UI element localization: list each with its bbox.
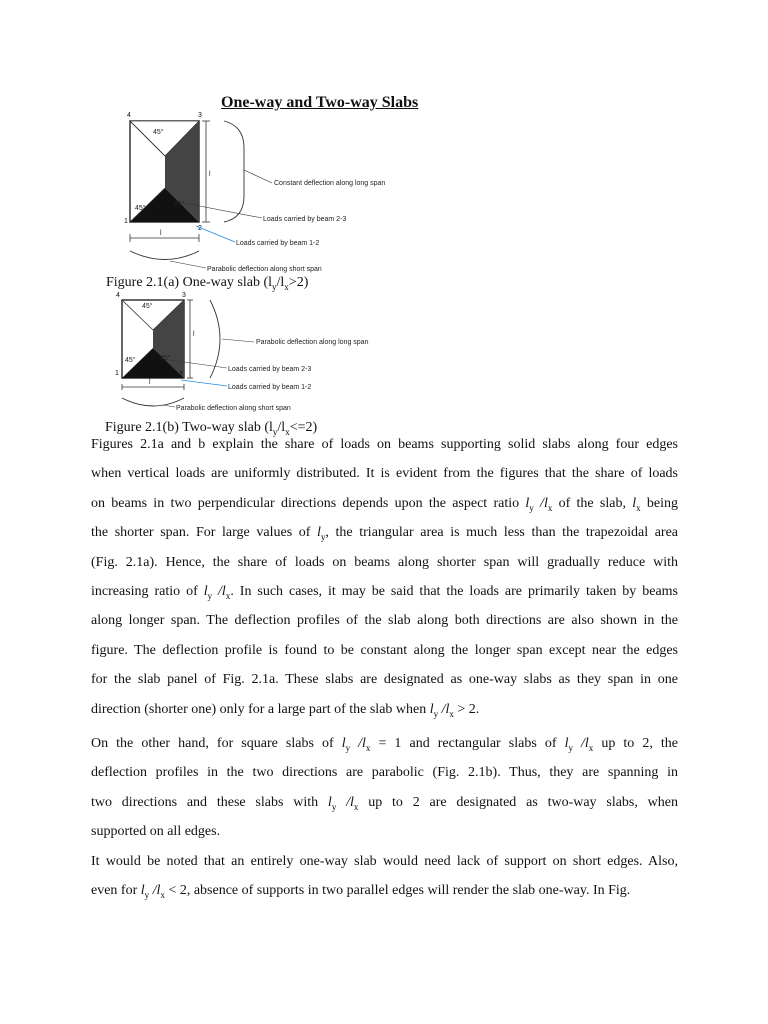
text-line: along longer span. The deflection profiles of the slab along both directions are also shown in the: [91, 613, 678, 629]
text-line: supported on all edges.: [91, 824, 221, 840]
text-segment: on beams in two perpendicular directions depends upon the aspect ratio: [91, 495, 526, 511]
corner-label-3: 3: [198, 112, 202, 119]
math-variable: /l: [149, 883, 161, 899]
math-variable: /l: [533, 495, 548, 511]
caption-text: /l: [277, 420, 286, 435]
caption-text: Figure 2.1(b) Two-way slab (l: [105, 420, 273, 435]
paragraph-2: [91, 729, 678, 847]
math-variable: l: [327, 794, 332, 810]
caption-sub: y: [272, 426, 278, 437]
text-line: [91, 695, 678, 724]
math-subscript: x: [588, 742, 594, 753]
short-span-deflection-curve: [122, 398, 184, 406]
slab-panel-b: [122, 300, 184, 378]
text-segment: up to 2, the: [593, 736, 679, 751]
math-subscript: y: [144, 890, 150, 901]
corner-label-3: 3: [182, 292, 186, 299]
text-segment: , the triangular area is much less than the trapezoidal area: [325, 525, 679, 541]
text-line: for the slab panel of Fig. 2.1a. These slabs are designated as one-way slabs as they span in one: [91, 672, 678, 688]
text-segment: > 2.: [453, 701, 480, 717]
text-segment: being: [640, 495, 679, 511]
caption-sub: x: [285, 426, 290, 437]
text-segment: up to 2 are designated as two-way slabs, when: [358, 794, 678, 810]
angle-label: 45°: [153, 129, 164, 136]
math-variable: /l: [350, 736, 366, 751]
short-span-label: l: [149, 379, 151, 386]
callout-parabolic-short: Parabolic deflection along short span: [176, 405, 291, 412]
callout-loads-beam-1-2: Loads carried by beam 1-2: [228, 384, 312, 391]
text-line: [91, 788, 678, 817]
caption-sub: y: [272, 281, 277, 292]
callout-loads-beam-2-3: Loads carried by beam 2-3: [228, 366, 312, 373]
math-subscript: x: [160, 890, 165, 901]
text-line: Figures 2.1a and b explain the share of loads on beams supporting solid slabs along four edges: [91, 437, 678, 452]
angle-label: 45°: [174, 201, 185, 208]
caption-text: Figure 2.1(a) One-way slab (l: [106, 275, 273, 290]
corner-label-1: 1: [124, 218, 128, 225]
caption-text: >2): [288, 275, 309, 290]
text-line: [91, 876, 678, 905]
angle-label: 45°: [142, 303, 153, 310]
caption-sub: x: [284, 281, 289, 292]
math-variable: /l: [212, 583, 226, 599]
callout-constant-deflection: Constant deflection along long span: [274, 180, 386, 187]
long-span-label: l: [209, 171, 211, 178]
corner-label-4: 4: [127, 112, 131, 119]
callout-parabolic-short: Parabolic deflection along short span: [207, 266, 322, 273]
math-subscript: y: [433, 708, 439, 719]
text-line: deflection profiles in the two directions are parabolic (Fig. 2.1b). Thus, they are spanning in: [91, 765, 678, 781]
math-variable: l: [525, 495, 530, 511]
text-segment: On the other hand, for square slabs of: [91, 736, 342, 751]
callout-loads-beam-2-3: Loads carried by beam 2-3: [263, 216, 347, 223]
callout-parabolic-long: Parabolic deflection along long span: [256, 339, 369, 346]
page-title: One-way and Two-way Slabs: [221, 94, 419, 111]
math-variable: l: [317, 525, 321, 541]
math-subscript: x: [449, 708, 454, 719]
callout-loads-beam-1-2: Loads carried by beam 1-2: [236, 240, 320, 247]
corner-label-2: 2: [198, 225, 202, 232]
angle-label: 45°: [135, 205, 146, 212]
text-segment: two directions and these slabs with: [91, 794, 328, 810]
corner-label-1: 1: [115, 370, 119, 377]
math-subscript: y: [568, 742, 573, 753]
text-segment: even for: [91, 883, 141, 899]
math-variable: l: [564, 736, 569, 751]
math-variable: /l: [572, 736, 589, 751]
text-segment: = 1 and rectangular slabs of: [370, 736, 565, 751]
math-subscript: x: [365, 742, 371, 753]
math-variable: l: [341, 736, 346, 751]
text-line: [91, 489, 678, 518]
caption-text: <=2): [289, 420, 318, 435]
figure-2-1a-diagram: [110, 108, 440, 280]
long-span-dimension: [187, 300, 195, 378]
math-variable: l: [632, 495, 637, 511]
text-segment: < 2, absence of supports in two parallel edges will render the slab one-way. In Fig.: [164, 883, 631, 899]
math-variable: l: [203, 583, 208, 599]
long-span-deflection-curve: [224, 121, 244, 222]
paragraph-1: [91, 430, 678, 724]
corner-label-2: 2: [179, 371, 183, 378]
math-subscript: y: [331, 801, 337, 812]
angle-label: 45°: [125, 357, 136, 364]
short-span-dimension: [130, 230, 199, 242]
text-segment: . In such cases, it may be said that the loads are primarily taken by beams: [230, 583, 678, 599]
short-span-deflection-curve: [130, 251, 199, 260]
math-variable: /l: [336, 794, 354, 810]
paragraph-3: [91, 847, 678, 906]
text-line: when vertical loads are uniformly distributed. It is evident from the figures that the share of loads: [91, 466, 678, 482]
short-span-label: l: [160, 230, 162, 237]
corner-label-4: 4: [116, 292, 120, 299]
caption-text: /l: [276, 275, 285, 290]
text-line: (Fig. 2.1a). Hence, the share of loads on beams along shorter span will gradually reduce with: [91, 554, 678, 570]
text-segment: the shorter span. For large values of: [91, 525, 318, 541]
math-subscript: x: [225, 590, 231, 601]
short-span-dimension: [122, 379, 184, 390]
text-segment: of the slab,: [552, 495, 633, 511]
math-subscript: y: [207, 590, 213, 601]
text-line: It would be noted that an entirely one-way slab would need lack of support on short edges. Also,: [91, 854, 678, 869]
math-subscript: y: [320, 531, 326, 542]
text-line: [91, 518, 678, 547]
math-variable: l: [140, 883, 145, 899]
math-subscript: x: [353, 801, 359, 812]
text-line: figure. The deflection profile is found to be constant along the longer span except near the edges: [91, 642, 678, 658]
math-subscript: x: [547, 502, 553, 513]
text-segment: direction (shorter one) only for a large part of the slab when: [91, 701, 430, 717]
text-segment: increasing ratio of: [91, 583, 204, 599]
text-line: [91, 577, 678, 606]
math-variable: /l: [438, 701, 450, 717]
math-subscript: y: [345, 742, 351, 753]
math-variable: l: [429, 701, 434, 717]
text-line: [91, 729, 678, 758]
figure-2-1b-diagram: [112, 290, 402, 420]
angle-label: 45°: [160, 355, 171, 362]
long-span-label: l: [193, 331, 195, 338]
math-subscript: y: [529, 502, 534, 513]
math-subscript: x: [636, 502, 641, 513]
